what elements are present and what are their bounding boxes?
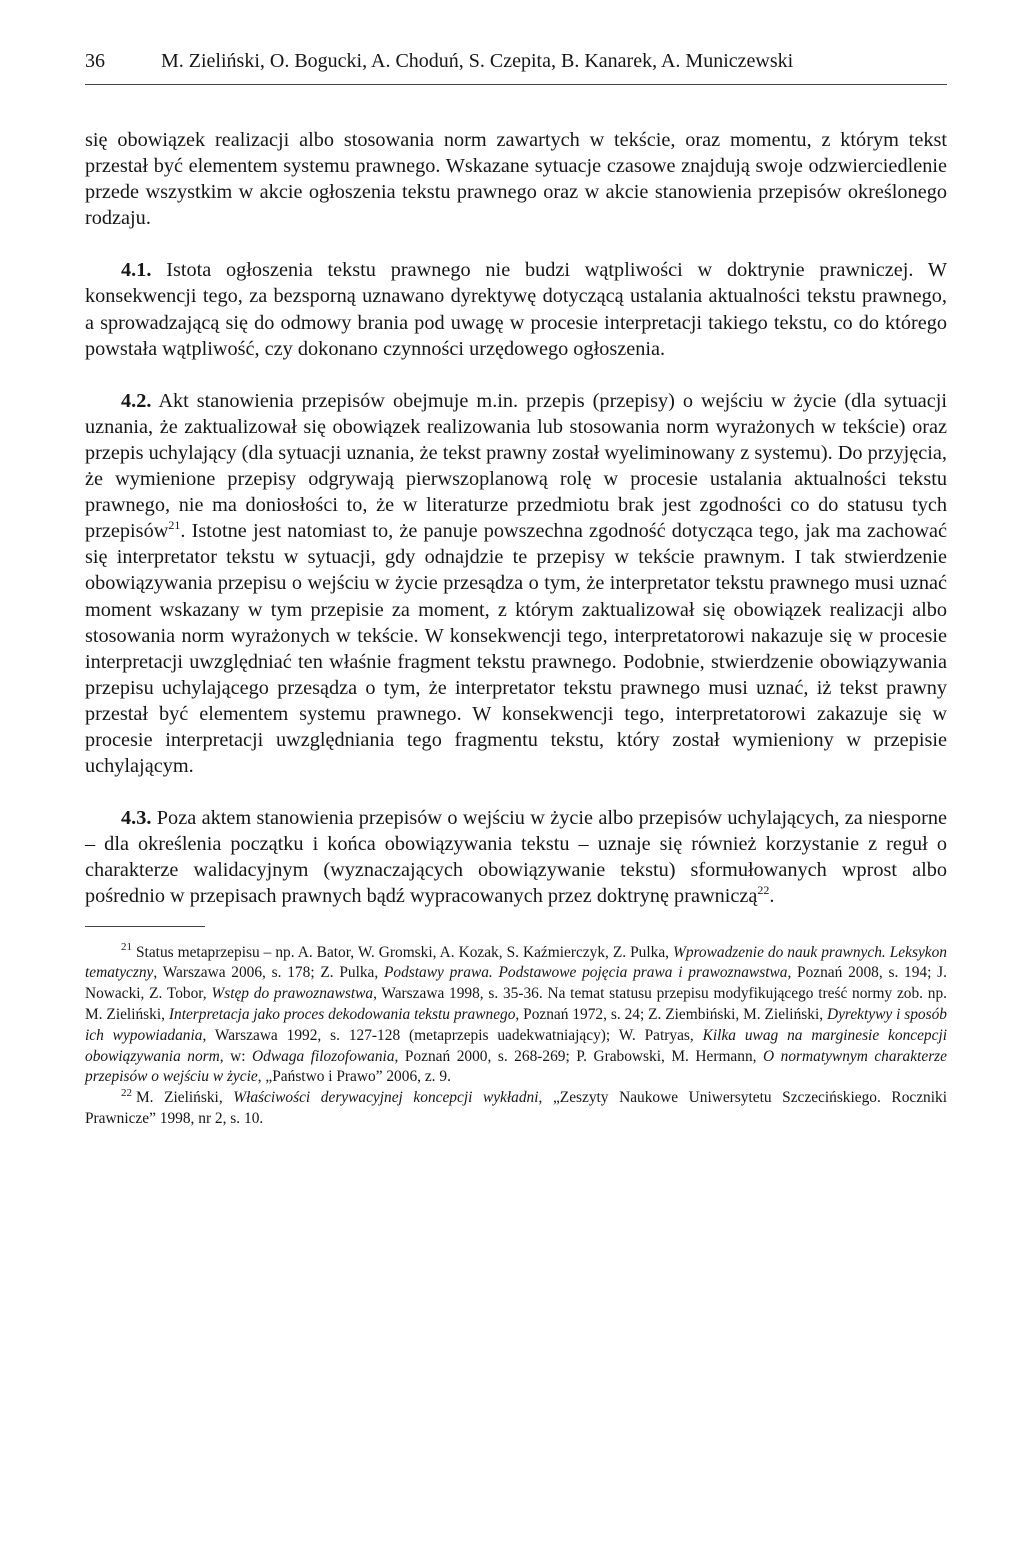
footnote-text: , Poznań 1972, s. 24; Z. Ziembiński, M. Zieliński, <box>515 1005 827 1023</box>
footnote-text: , „Zeszyty Naukowe Uniwersytetu Szczecińskiego. Roczniki Prawnicze” 1998, nr 2, s. 10. <box>85 1089 947 1127</box>
header-authors: M. Zieliński, O. Bogucki, A. Choduń, S. Czepita, B. Kanarek, A. Municzewski <box>161 50 794 72</box>
footnote-mark: 21 <box>121 941 132 954</box>
footnote-ref[interactable]: 21 <box>168 518 181 533</box>
paragraph-text: Poza aktem stanowienia przepisów o wejściu w życie albo przepisów uchylających, za niesporne – dla określenia początku i końca obowiązywania tekstu – uznaje się również korzystanie z reguł o charakterze walidacyjnym (wyznaczających obowiązywanie tekstu) sformułowanych wprost albo pośrednio w przepisach prawnych bądź wypracowanych przez doktrynę prawniczą <box>85 807 947 908</box>
paragraph-text: . Istotne jest natomiast to, że panuje powszechna zgodność dotycząca tego, jak ma zachować się interpretator tekstu w sytuacji, gdy odnajdzie te przepisy w tekście prawnym. I tak stwierdzenie obowiązywania przepisu o wejściu w życie przesądza o tym, że interpretator tekstu prawnego musi uznać moment wskazany w tym przepisie za moment, z którym zaktualizował się obowiązek realizacji albo stosowania norm wyrażonych w tekście. W konsekwencji tego, interpretatorowi nakazuje się w procesie interpretacji uwzględniać ten właśnie fragment tekstu prawnego. Podobnie, stwierdzenie obowiązywania przepisu uchylającego przesądza o tym, że interpretator tekstu prawnego musi uznać, iż tekst prawny przestał być elementem systemu prawnego. W konsekwencji tego, interpretatorowi zakazuje się w procesie interpretacji uwzględniania tego fragmentu tekstu, który został wymieniony w przepisie uchylającym. <box>85 520 947 778</box>
footnote-text: , „Państwo i Prawo” 2006, z. 9. <box>257 1068 451 1086</box>
paragraph-end: . <box>769 885 775 908</box>
footnote-text: , Warszawa 1998, s. 35-36. Na temat statusu przepisu modyfikującego treść normy zob. np. M. Zieliński, <box>85 985 948 1023</box>
page-number: 36 <box>85 50 105 72</box>
body-text <box>85 127 947 910</box>
footnote-21 <box>85 943 947 1089</box>
footnote-title: Podstawy prawa. Podstawowe pojęcia prawa i prawoznawstwa <box>383 964 788 982</box>
footnote-text: , Warszawa 2006, s. 178; Z. Pulka, <box>153 964 384 982</box>
section-4-3 <box>85 805 947 909</box>
paragraph-text: Istota ogłoszenia tekstu prawnego nie budzi wątpliwości w doktrynie prawniczej. W konsekwencji tego, za bezsporną uznawano dyrektywę dotyczącą ustalania aktualności tekstu prawnego, a sprowadzającą się do odmowy brania pod uwagę w procesie interpretacji takiego tekstu, co do którego powstała wątpliwość, czy dokonano czynności urzędowego ogłoszenia. <box>85 259 947 360</box>
footnote-text: , Warszawa 1992, s. 127-128 (metaprzepis uadekwatniający); W. Patryas, <box>202 1026 703 1044</box>
footnote-text: , w: <box>219 1047 253 1065</box>
paragraph-continuation <box>85 127 947 231</box>
footnote-text: , Poznań 2008, s. 194; J. Nowacki, Z. Tobor, <box>85 964 947 1003</box>
footnotes <box>85 943 947 1130</box>
footnote-ref[interactable]: 22 <box>757 883 770 898</box>
paragraph-text: się obowiązek realizacji albo stosowania norm zawartych w tekście, oraz momentu, z którym tekst przestał być elementem systemu prawnego. Wskazane sytuacje czasowe znajdują swoje odzwierciedlenie przede wszystkim w akcie ogłoszenia tekstu prawnego oraz w akcie stanowienia przepisów określonego rodzaju. <box>85 129 947 230</box>
footnote-text: , Poznań 2000, s. 268-269; P. Grabowski, M. Hermann, <box>394 1047 764 1065</box>
footnote-title: O normatywnym charakterze przepisów o wejściu w życie <box>85 1047 948 1086</box>
section-4-2 <box>85 388 947 779</box>
footnote-22 <box>85 1088 947 1130</box>
section-number: 4.1. <box>121 259 152 282</box>
footnote-title: Kilka uwag na marginesie koncepcji obowiązywania norm <box>85 1026 948 1065</box>
section-4-1 <box>85 257 947 361</box>
page <box>85 48 947 1130</box>
footnote-text: M. Zieliński, <box>136 1089 234 1107</box>
footnote-title: Dyrektywy i sposób ich wypowiadania <box>85 1005 948 1044</box>
footnote-title: Właściwości derywacyjnej koncepcji wykładni <box>233 1089 539 1107</box>
footnote-title: Interpretacja jako proces dekodowania tekstu prawnego <box>168 1005 516 1023</box>
section-number: 4.3. <box>121 807 152 830</box>
footnote-title: Odwaga filozofowania <box>252 1047 395 1065</box>
section-number: 4.2. <box>121 389 152 412</box>
running-header <box>85 48 947 74</box>
footnote-rule <box>85 926 205 927</box>
footnote-title: Wprowadzenie do nauk prawnych. Leksykon tematyczny <box>85 943 947 982</box>
paragraph-text: Akt stanowienia przepisów obejmuje m.in. przepis (przepisy) o wejściu w życie (dla sytuacji uznania, że zaktualizował się obowiązek realizowania lub stosowania norm wyrażonych w tekście) oraz przepis uchylający (dla sytuacji uznania, że tekst prawny został wyeliminowany z systemu). Do przyjęcia, że wymienione przepisy odgrywają pierwszoplanową rolę w procesie ustalania aktualności tekstu prawnego, nie ma doniosłości to, że w literaturze przedmiotu brak jest zgodności co do statusu tych przepisów <box>85 389 947 543</box>
footnote-mark: 22 <box>121 1086 132 1099</box>
footnote-title: Wstęp do prawoznawstwa <box>211 985 374 1003</box>
header-rule <box>85 84 947 85</box>
footnote-text: Status metaprzepisu – np. A. Bator, W. Gromski, A. Kozak, S. Kaźmierczyk, Z. Pulka, <box>136 943 673 961</box>
